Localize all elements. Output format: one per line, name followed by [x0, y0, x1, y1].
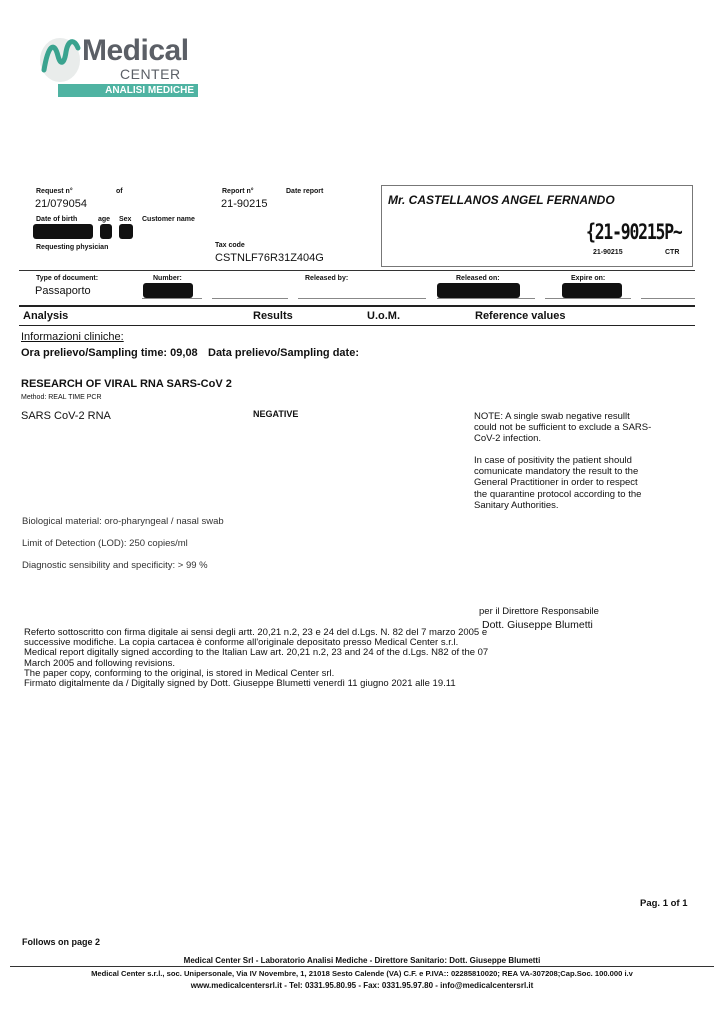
tax-value: CSTNLF76R31Z404G	[215, 252, 324, 264]
patient-box	[381, 185, 693, 267]
signature-line: Medical report digitally signed according to the Italian Law art. 20,21 n.2, 23 and 24 of the d.Lgs. N82 of the 07	[24, 647, 489, 659]
note-block-1	[474, 411, 674, 445]
signature-line: The paper copy, conforming to the original, is stored in Medical Center srl.	[24, 667, 335, 679]
barcode-text: {21-90215P~	[586, 220, 682, 244]
redacted-sex	[119, 224, 133, 239]
ctr-label: CTR	[665, 249, 680, 256]
col-analysis: Analysis	[23, 310, 69, 322]
report-label: Report n°	[222, 188, 254, 195]
report-value: 21-90215	[221, 198, 268, 210]
signature-statement	[24, 628, 488, 689]
age-label: age	[98, 216, 111, 223]
lod: Limit of Detection (LOD): 250 copies/ml	[22, 538, 188, 549]
test-result: NEGATIVE	[253, 409, 299, 419]
note-line: Sanitary Authorities.	[474, 499, 559, 511]
sampling-time: Ora prelievo/Sampling time: 09,08	[21, 347, 198, 359]
clinical-info-label: Informazioni cliniche:	[21, 331, 124, 343]
redacted-expire	[562, 283, 622, 298]
request-label: Request n°	[36, 188, 73, 195]
tax-label: Tax code	[215, 242, 245, 249]
logo-banner: ANALISI MEDICHE	[58, 84, 198, 97]
col-reference: Reference values	[475, 310, 566, 322]
note-line: General Practitioner in order to respect	[474, 477, 638, 489]
bio-material: Biological material: oro-pharyngeal / nasal swab	[22, 516, 224, 527]
logo-sub: CENTER	[120, 66, 181, 82]
col-uom: U.o.M.	[367, 310, 400, 322]
redacted-number	[143, 283, 193, 298]
page-number: Pag. 1 of 1	[640, 898, 688, 909]
doc-type-label: Type of document:	[36, 275, 99, 282]
note-block-2	[474, 455, 674, 511]
logo-mark-icon	[38, 30, 86, 86]
col-results: Results	[253, 310, 293, 322]
sampling-date: Data prelievo/Sampling date:	[208, 347, 359, 359]
signature-line: successive modifiche. La copia cartacea è conforme all'originale depositato presso Medical Center s.r.l.	[24, 637, 459, 649]
signature-line: March 2005 and following revisions.	[24, 657, 176, 669]
date-report-label: Date report	[286, 188, 324, 195]
redacted-age	[100, 224, 112, 239]
note-line: NOTE: A single swab negative resullt	[474, 411, 630, 422]
logo-word: Medical	[82, 34, 189, 67]
signature-line: Referto sottoscritto con firma digitale ai sensi degli artt. 20,21 n.2, 23 e 24 del d.Lgs. N. 82 del 7 marzo 2005 e	[24, 627, 488, 638]
director-label: per il Direttore Responsabile	[479, 606, 599, 617]
customer-label: Customer name	[142, 216, 195, 223]
sex-label: Sex	[119, 216, 132, 223]
patient-name: Mr. CASTELLANOS ANGEL FERNANDO	[388, 193, 615, 207]
test-method: Method: REAL TIME PCR	[21, 394, 102, 401]
doc-type-value: Passaporto	[35, 285, 91, 297]
dob-label: Date of birth	[36, 216, 78, 223]
signature-line: Firmato digitalmente da / Digitally signed by Dott. Giuseppe Blumetti venerdì 11 giugno 2021 alle 19.11	[24, 678, 456, 690]
of-label: of	[116, 188, 123, 195]
footer-line-2: Medical Center s.r.l., soc. Unipersonale, Via IV Novembre, 1, 21018 Sesto Calende (VA) C.F. e P.IVA:: 02285810020; REA VA-307208;Cap.Soc. 100.000 i.v	[91, 969, 633, 978]
redacted-released-on	[437, 283, 520, 298]
expire-label: Expire on:	[571, 275, 606, 282]
footer-line-1: Medical Center Srl - Laboratorio Analisi Mediche - Direttore Sanitario: Dott. Giuseppe Blumetti	[183, 956, 541, 965]
doctor-name: Dott. Giuseppe Blumetti	[482, 619, 593, 631]
barcode-sub: 21-90215	[593, 249, 623, 256]
sensibility: Diagnostic sensibility and specificity: > 99 %	[22, 560, 208, 571]
request-value: 21/079054	[35, 198, 87, 210]
note-line: CoV-2 infection.	[474, 433, 542, 445]
redacted-dob	[33, 224, 93, 239]
note-line: the quarantine protocol according to the	[474, 488, 642, 500]
physician-label: Requesting physician	[36, 244, 109, 251]
test-name: SARS CoV-2 RNA	[21, 410, 111, 422]
released-by-label: Released by:	[305, 275, 349, 282]
note-line: comunicate mandatory the result to the	[474, 466, 639, 478]
note-line: could not be sufficient to exclude a SARS-	[474, 422, 652, 434]
follows-on: Follows on page 2	[22, 937, 101, 947]
released-on-label: Released on:	[456, 275, 500, 282]
note-line: In case of positivity the patient should	[474, 455, 632, 466]
doc-number-label: Number:	[153, 275, 182, 282]
footer-line-3: www.medicalcentersrl.it - Tel: 0331.95.80.95 - Fax: 0331.95.97.80 - info@medicalcentersrl.it	[190, 981, 534, 990]
logo	[38, 28, 203, 103]
test-title: RESEARCH OF VIRAL RNA SARS-CoV 2	[21, 378, 232, 390]
